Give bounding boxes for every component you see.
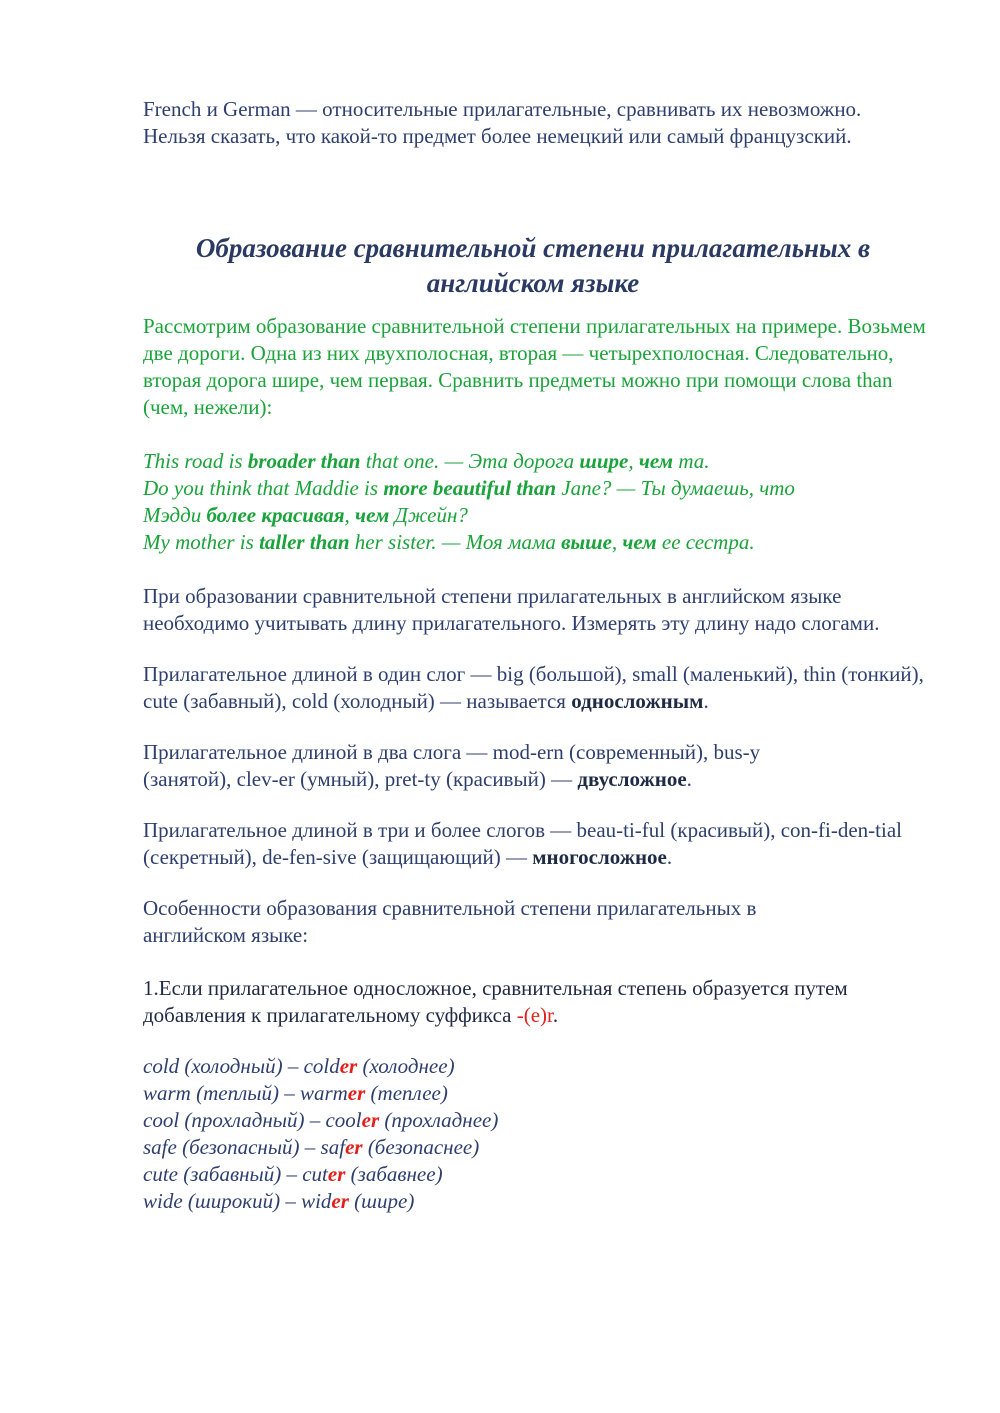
- example-text: ,: [628, 449, 639, 473]
- example-text: ее сестра.: [656, 530, 755, 554]
- example-bold: more beautiful than: [383, 476, 557, 500]
- one-syllable-paragraph: [143, 661, 933, 715]
- paragraph-text: .: [703, 689, 709, 713]
- suffix-text: -(e)r: [516, 1003, 553, 1027]
- paragraph-bold: многосложное: [532, 845, 667, 869]
- word-base: wide (широкий) – wid: [143, 1189, 332, 1213]
- word-translation: (теплее): [365, 1081, 448, 1105]
- section-title-line2: английском языке: [426, 268, 640, 298]
- multi-syllable-paragraph: [143, 817, 933, 871]
- section-title-line1: Образование сравнительной степени прилагательных в: [195, 233, 871, 263]
- example-bold: более красивая: [206, 503, 345, 527]
- paragraph-text: .: [552, 1003, 559, 1027]
- example-bold: taller than: [259, 530, 350, 554]
- paragraph-text: Прилагательное длиной в два слога — mod-ern (современный), bus-y (занятой), clev-er (умный), pret-ty (красивый) —: [143, 740, 761, 791]
- example-text: her sister. — Моя мама: [349, 530, 562, 554]
- paragraph-text: 1.Если прилагательное односложное, сравнительная степень образуется путем добавления к прилагательному суффикса: [143, 976, 848, 1027]
- word-translation: (забавнее): [345, 1162, 443, 1186]
- word-list-item: [143, 1161, 943, 1188]
- word-translation: (шире): [348, 1189, 415, 1213]
- example-text: My mother is: [143, 530, 260, 554]
- word-base: cute (забавный) – cut: [143, 1162, 328, 1186]
- syllable-length-paragraph: При образовании сравнительной степени прилагательных в английском языке необходимо учитывать длину прилагательного. Измерять эту длину надо слогами.: [143, 584, 880, 635]
- paragraph-text: .: [686, 767, 692, 791]
- example-text: ,: [611, 530, 623, 554]
- section-title: [113, 231, 953, 301]
- example-bold: broader than: [247, 449, 361, 473]
- word-suffix: er: [327, 1162, 346, 1186]
- word-list-item: [143, 1053, 943, 1080]
- example-2: [143, 475, 943, 502]
- example-bold: шире: [579, 449, 629, 473]
- paragraph-bold: односложным: [571, 689, 704, 713]
- word-translation: (холоднее): [357, 1054, 455, 1078]
- example-text: та.: [673, 449, 710, 473]
- word-translation: (безопаснее): [362, 1135, 480, 1159]
- word-list-item: [143, 1107, 943, 1134]
- paragraph-text: .: [666, 845, 673, 869]
- example-text: ,: [344, 503, 356, 527]
- two-syllable-paragraph: [143, 739, 843, 793]
- word-suffix: er: [339, 1054, 358, 1078]
- examples-block: [143, 448, 943, 556]
- paragraph-text: Прилагательное длиной в один слог — big (большой), small (маленький), thin (тонкий), cute (забавный), cold (холодный) — называется: [143, 662, 924, 713]
- paragraph-bold: двусложное: [577, 767, 687, 791]
- example-bold: выше: [561, 530, 612, 554]
- word-list-item: [143, 1188, 943, 1215]
- word-suffix: er: [361, 1108, 380, 1132]
- word-suffix: er: [347, 1081, 366, 1105]
- example-2-cont: [143, 502, 943, 529]
- features-paragraph: Особенности образования сравнительной степени прилагательных в английском языке:: [143, 896, 757, 947]
- word-list-item: [143, 1134, 943, 1161]
- paragraph-text: Прилагательное длиной в три и более слогов — beau-ti-ful (красивый), con-fi-den-tial (секретный), de-fen-sive (защищающий) —: [143, 818, 902, 869]
- intro-paragraph: French и German — относительные прилагательные, сравнивать их невозможно. Нельзя сказать, что какой-то предмет более немецкий или самый французский.: [143, 97, 862, 148]
- example-3: [143, 529, 943, 556]
- example-text: Jane? — Ты думаешь, что: [556, 476, 795, 500]
- word-base: cool (прохладный) – cool: [143, 1108, 362, 1132]
- word-base: cold (холодный) – cold: [143, 1054, 340, 1078]
- word-list: [143, 1053, 943, 1215]
- example-text: Do you think that Maddie is: [143, 476, 384, 500]
- rule-1-paragraph: [143, 975, 903, 1029]
- example-1: [143, 448, 943, 475]
- word-suffix: er: [345, 1135, 363, 1159]
- example-text: Джейн?: [389, 503, 468, 527]
- example-text: This road is: [143, 449, 248, 473]
- example-text: Мэдди: [143, 503, 207, 527]
- word-suffix: er: [331, 1189, 349, 1213]
- example-bold: чем: [355, 503, 390, 527]
- word-base: warm (теплый) – warm: [143, 1081, 348, 1105]
- word-list-item: [143, 1080, 943, 1107]
- example-bold: чем: [622, 530, 657, 554]
- green-intro-paragraph: Рассмотрим образование сравнительной степени прилагательных на примере. Возьмем две дороги. Одна из них двухполосная, вторая — четырехполосная. Следовательно, вторая дорога шире, чем первая. Сравнить предметы можно при помощи слова than (чем, нежели):: [143, 314, 926, 419]
- example-text: that one. — Эта дорога: [360, 449, 580, 473]
- example-bold: чем: [638, 449, 674, 473]
- document-page: [143, 96, 943, 1215]
- word-translation: (прохладнее): [379, 1108, 499, 1132]
- word-base: safe (безопасный) – saf: [143, 1135, 346, 1159]
